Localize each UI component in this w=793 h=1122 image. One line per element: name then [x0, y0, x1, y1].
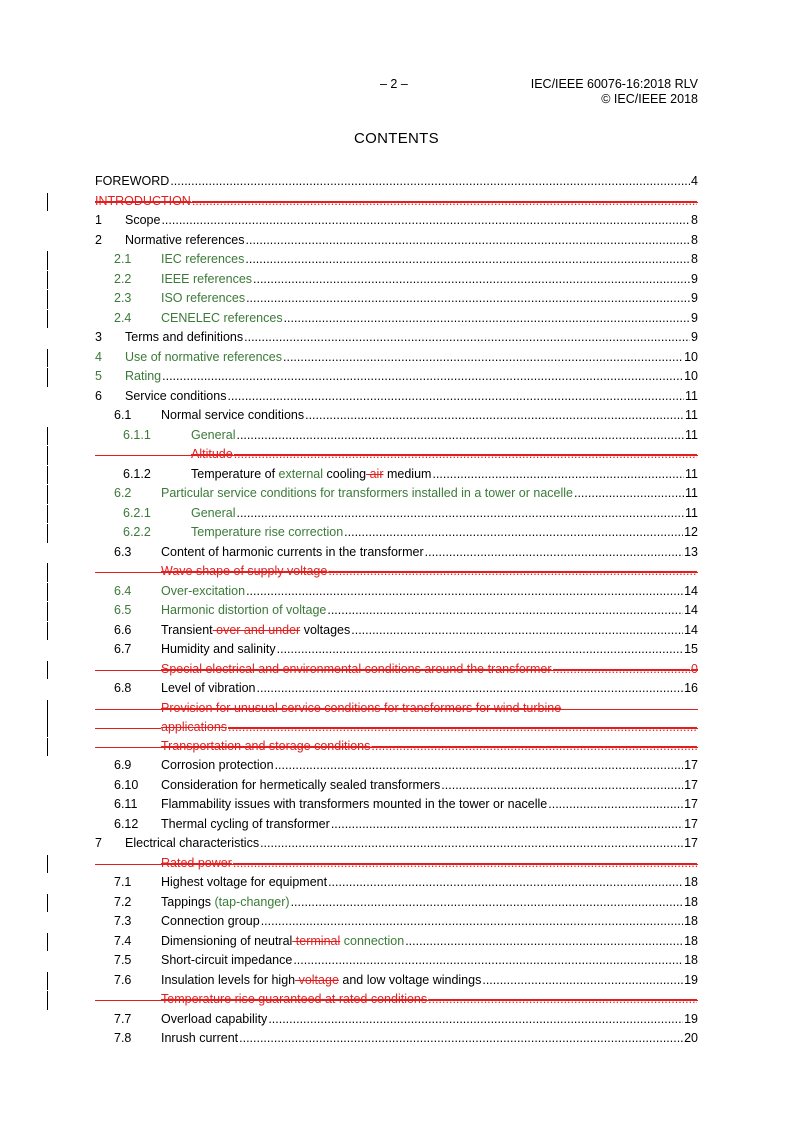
- toc-entry-number: 7.8: [114, 1031, 132, 1045]
- toc-entry[interactable]: [95, 231, 698, 251]
- toc-title-part: terminal: [292, 933, 341, 948]
- toc-entry-page: 9: [690, 270, 698, 290]
- toc-title-part: Dimensioning of neutral: [161, 933, 293, 948]
- toc-entry-page: 14: [683, 601, 698, 621]
- toc-entry-title: Rated power: [161, 854, 233, 874]
- toc-entry-title: Overload capability: [161, 1010, 268, 1030]
- dot-leader: [328, 873, 683, 893]
- toc-entry-title: [161, 621, 351, 641]
- dot-leader: [305, 406, 684, 426]
- toc-entry-title: Level of vibration: [161, 679, 257, 699]
- toc-entry[interactable]: [95, 679, 698, 699]
- toc-entry-number: 6.10: [114, 777, 139, 792]
- toc-entry[interactable]: [95, 776, 698, 796]
- toc-entry[interactable]: [95, 756, 698, 776]
- toc-entry-page: 20: [683, 1029, 698, 1049]
- toc-entry-page: 10: [683, 348, 698, 368]
- toc-entry-title: Thermal cycling of transformer: [161, 815, 331, 835]
- toc-entry-number: 2.3: [114, 291, 132, 305]
- toc-title-part: voltages: [300, 622, 351, 637]
- toc-entry-page: 9: [690, 309, 698, 329]
- toc-entry-number: 3: [95, 330, 102, 344]
- toc-entry[interactable]: [95, 465, 698, 485]
- toc-entry-number: 7.4: [114, 933, 132, 948]
- dot-leader: [228, 718, 697, 738]
- toc-entry-title: Flammability issues with transformers mounted in the tower or nacelle: [161, 795, 548, 815]
- change-bar: [47, 661, 48, 680]
- dot-leader: [425, 543, 683, 563]
- dot-leader: [428, 990, 697, 1010]
- toc-entry-page: 13: [683, 543, 698, 563]
- toc-entry-title: Special electrical and environmental conditions around the transformer: [161, 660, 553, 680]
- dot-leader: [239, 1029, 683, 1049]
- toc-entry[interactable]: [95, 523, 698, 543]
- toc-entry-title: Content of harmonic currents in the transformer: [161, 543, 425, 563]
- dot-leader: [327, 601, 683, 621]
- toc-entry-number: 2.4: [114, 310, 132, 325]
- toc-entry-page: 10: [683, 367, 698, 387]
- dot-leader: [246, 231, 691, 251]
- toc-entry-number: 6.5: [114, 603, 132, 617]
- toc-entry-title: [161, 932, 405, 952]
- dot-leader: [162, 367, 683, 387]
- toc-entry-number: 7.3: [114, 914, 132, 928]
- change-bar: [47, 290, 48, 309]
- dot-leader: [275, 756, 684, 776]
- toc-entry-page: 19: [683, 1010, 698, 1030]
- change-bar: [47, 427, 48, 446]
- toc-entry-title: Temperature rise guaranteed at rated conditions: [161, 990, 428, 1010]
- toc-entry-title: Service conditions: [125, 387, 227, 407]
- toc-entry-page: 11: [684, 504, 698, 524]
- toc-entry[interactable]: [95, 582, 698, 602]
- toc-entry[interactable]: [95, 951, 698, 971]
- change-bar: [47, 855, 48, 874]
- toc-entry-title: Electrical characteristics: [125, 834, 260, 854]
- toc-title-part: Insulation levels for high: [161, 972, 296, 987]
- toc-entry[interactable]: [95, 367, 698, 387]
- dot-leader: [261, 912, 683, 932]
- dot-leader: [548, 795, 683, 815]
- toc-title-part: over and under: [212, 622, 301, 637]
- toc-entry-page: 14: [683, 621, 698, 641]
- toc-entry[interactable]: [95, 328, 698, 348]
- toc-entry-page: 11: [684, 484, 698, 504]
- toc-entry-number: 6.12: [114, 816, 139, 831]
- toc-entry-page: 12: [683, 523, 698, 543]
- toc-entry[interactable]: [95, 445, 698, 465]
- toc-entry[interactable]: [95, 562, 698, 582]
- toc-entry[interactable]: [95, 192, 698, 212]
- toc-entry-page: 17: [683, 815, 698, 835]
- change-bar: [47, 251, 48, 270]
- dot-leader: [284, 309, 690, 329]
- dot-leader: [227, 387, 684, 407]
- toc-entry-title: Over-excitation: [161, 582, 246, 602]
- toc-entry-number: 2.1: [114, 252, 132, 266]
- toc-title-part: voltage: [295, 972, 339, 987]
- change-bar: [47, 602, 48, 621]
- toc-entry-page: 9: [690, 328, 698, 348]
- dot-leader: [170, 172, 690, 192]
- contents-title: CONTENTS: [354, 130, 439, 147]
- dot-leader: [482, 971, 683, 991]
- toc-entry-page: 11: [684, 406, 698, 426]
- toc-entry[interactable]: [95, 912, 698, 932]
- toc-entry[interactable]: [95, 387, 698, 407]
- toc-entry-number: 6.2.1: [123, 505, 151, 520]
- dot-leader: [553, 660, 691, 680]
- change-bar: [47, 972, 48, 991]
- dot-leader: [371, 737, 697, 757]
- toc-entry-page: 15: [683, 640, 698, 660]
- toc-entry[interactable]: [95, 971, 698, 991]
- dot-leader: [233, 854, 697, 874]
- toc-title-part: air: [366, 466, 384, 481]
- toc-entry[interactable]: [95, 1029, 698, 1049]
- toc-entry-page: 8: [690, 231, 698, 251]
- toc-entry[interactable]: [95, 1010, 698, 1030]
- toc-entry[interactable]: [95, 795, 698, 815]
- toc-entry-number: 6.11: [114, 797, 138, 811]
- dot-leader: [246, 289, 690, 309]
- toc-entry-title: Consideration for hermetically sealed transformers: [161, 776, 441, 796]
- toc-entry-title: Wave shape of supply voltage: [161, 562, 328, 582]
- dot-leader: [441, 776, 683, 796]
- change-bar: [47, 700, 48, 737]
- toc-entry-title: Altitude: [191, 445, 234, 465]
- toc-entry[interactable]: [95, 250, 698, 270]
- toc-title-part: and low voltage windings: [338, 972, 482, 987]
- toc-entry-title: [161, 893, 291, 913]
- change-bar: [47, 933, 48, 952]
- change-bar: [47, 524, 48, 543]
- dot-leader: [432, 465, 684, 485]
- dot-leader: [291, 893, 684, 913]
- toc-entry-number: 6.2.2: [123, 525, 151, 539]
- toc-entry-number: 6.1.1: [123, 427, 151, 442]
- toc-entry[interactable]: [95, 699, 698, 737]
- toc-entry[interactable]: [95, 737, 698, 757]
- copyright-notice: © IEC/IEEE 2018: [601, 92, 698, 106]
- change-bar: [47, 894, 48, 913]
- toc-entry-number: 6.4: [114, 583, 132, 598]
- dot-leader: [246, 582, 683, 602]
- page-number: – 2 –: [380, 77, 408, 91]
- toc-entry[interactable]: [95, 211, 698, 231]
- toc-entry[interactable]: [95, 621, 698, 641]
- toc-entry-number: 7.6: [114, 972, 132, 987]
- dot-leader: [351, 621, 683, 641]
- dot-leader: [574, 484, 684, 504]
- toc-entry-title: General: [191, 504, 236, 524]
- toc-title-part: cooling: [323, 466, 367, 481]
- toc-entry-title: ISO references: [161, 289, 246, 309]
- toc-entry[interactable]: [95, 932, 698, 952]
- toc-entry-page: 8: [690, 250, 698, 270]
- change-bar: [47, 505, 48, 524]
- toc-entry-title: Connection group: [161, 912, 261, 932]
- toc-entry-page: 16: [683, 679, 698, 699]
- change-bar: [47, 485, 48, 504]
- change-bar: [47, 583, 48, 602]
- dot-leader: [405, 932, 683, 952]
- toc-entry-page: 17: [683, 776, 698, 796]
- toc-entry[interactable]: [95, 660, 698, 680]
- toc-entry-number: 7.7: [114, 1011, 132, 1026]
- toc-entry[interactable]: [95, 406, 698, 426]
- dot-leader: [192, 192, 697, 212]
- toc-entry-title: applications: [161, 718, 228, 738]
- toc-entry-title: IEEE references: [161, 270, 253, 290]
- toc-entry-number: 6: [95, 388, 102, 403]
- toc-entry-title: [161, 971, 482, 991]
- toc-entry-page: 9: [690, 289, 698, 309]
- toc-entry[interactable]: [95, 484, 698, 504]
- dot-leader: [331, 815, 683, 835]
- dot-leader: [244, 328, 690, 348]
- toc-entry-title: Terms and definitions: [125, 328, 244, 348]
- change-bar: [47, 193, 48, 212]
- dot-leader: [257, 679, 684, 699]
- toc-entry-number: 1: [95, 213, 102, 227]
- toc-entry-page: 18: [683, 893, 698, 913]
- toc-entry-number: 6.6: [114, 622, 132, 637]
- toc-entry-page: 18: [683, 932, 698, 952]
- toc-entry-page: 17: [683, 834, 698, 854]
- toc-title-part: external: [278, 466, 324, 481]
- toc-title-part: medium: [383, 466, 432, 481]
- toc-entry[interactable]: [95, 601, 698, 621]
- toc-entry-title: Temperature rise correction: [191, 523, 344, 543]
- toc-entry[interactable]: [95, 504, 698, 524]
- toc-entry-number: 7.1: [114, 875, 132, 889]
- toc-entry-title: [191, 465, 432, 485]
- change-bar: [47, 310, 48, 329]
- toc-entry-page: 17: [683, 756, 698, 776]
- toc-entry-number: 6.1.2: [123, 466, 151, 481]
- toc-entry-title: FOREWORD: [95, 172, 170, 192]
- toc-entry-number: 6.3: [114, 544, 132, 559]
- dot-leader: [328, 562, 697, 582]
- toc-entry[interactable]: [95, 640, 698, 660]
- toc-entry-title: Particular service conditions for transformers installed in a tower or nacelle: [161, 484, 574, 504]
- toc-entry[interactable]: [95, 990, 698, 1010]
- dot-leader: [161, 211, 690, 231]
- change-bar: [47, 368, 48, 387]
- toc-entry-title: Use of normative references: [125, 348, 283, 368]
- toc-entry-page: 11: [684, 426, 698, 446]
- dot-leader: [260, 834, 683, 854]
- toc-entry[interactable]: [95, 815, 698, 835]
- toc-entry-page: 19: [683, 971, 698, 991]
- toc-entry-title: Transportation and storage conditions: [161, 737, 371, 757]
- dot-leader: [234, 445, 697, 465]
- toc-title-part: Tappings: [161, 894, 212, 909]
- toc-entry-title: Provision for unusual service conditions for transformers for wind turbine: [161, 700, 562, 715]
- toc-entry-number: 6.9: [114, 758, 132, 772]
- dot-leader: [293, 951, 683, 971]
- dot-leader: [283, 348, 683, 368]
- toc-entry-number: 6.1: [114, 408, 132, 422]
- toc-title-part: (tap-changer): [211, 894, 290, 909]
- toc-entry-number: 6.8: [114, 681, 132, 695]
- toc-entry-page: 18: [683, 912, 698, 932]
- toc-entry[interactable]: [95, 289, 698, 309]
- toc-entry-page: 0: [690, 660, 698, 680]
- toc-entry-title: INTRODUCTION: [95, 192, 192, 212]
- toc-entry[interactable]: [95, 854, 698, 874]
- toc-entry-page: 17: [683, 795, 698, 815]
- toc-title-part: connection: [340, 933, 405, 948]
- toc-entry-title: Short-circuit impedance: [161, 951, 293, 971]
- toc-entry-number: 6.7: [114, 642, 132, 656]
- change-bar: [47, 446, 48, 465]
- toc-entry-title: Normal service conditions: [161, 406, 305, 426]
- toc-entry[interactable]: [95, 348, 698, 368]
- toc-entry-number: 7.2: [114, 894, 132, 909]
- toc-entry-title: Humidity and salinity: [161, 640, 277, 660]
- toc-entry-title: Corrosion protection: [161, 756, 275, 776]
- change-bar: [47, 349, 48, 368]
- toc-entry-title: Harmonic distortion of voltage: [161, 601, 327, 621]
- toc-entry[interactable]: [95, 893, 698, 913]
- toc-entry-page: 4: [690, 172, 698, 192]
- toc-entry-page: 11: [684, 465, 698, 485]
- toc-entry-title: Inrush current: [161, 1029, 239, 1049]
- toc-entry-title: IEC references: [161, 250, 245, 270]
- toc-entry[interactable]: [95, 873, 698, 893]
- toc-entry-title: CENELEC references: [161, 309, 284, 329]
- dot-leader: [236, 426, 684, 446]
- change-bar: [47, 271, 48, 290]
- toc-entry[interactable]: [95, 543, 698, 563]
- dot-leader: [277, 640, 683, 660]
- change-bar: [47, 563, 48, 582]
- toc-entry-number: 7.5: [114, 953, 132, 967]
- toc-entry-number: 7: [95, 836, 102, 850]
- toc-entry[interactable]: [95, 309, 698, 329]
- toc-entry-title: Rating: [125, 367, 162, 387]
- toc-entry-title: Normative references: [125, 231, 246, 251]
- toc-entry[interactable]: [95, 426, 698, 446]
- toc-entry-title: Highest voltage for equipment: [161, 873, 328, 893]
- toc-entry-number: 6.2: [114, 486, 132, 500]
- toc-entry-page: 11: [684, 387, 698, 407]
- dot-leader: [236, 504, 684, 524]
- dot-leader: [245, 250, 690, 270]
- change-bar: [47, 991, 48, 1010]
- dot-leader: [344, 523, 683, 543]
- toc-entry-number: 5: [95, 369, 102, 383]
- dot-leader: [253, 270, 690, 290]
- toc-entry[interactable]: [95, 172, 698, 192]
- toc-entry-page: 8: [690, 211, 698, 231]
- toc-entry-page: 18: [683, 873, 698, 893]
- table-of-contents: [95, 172, 698, 1049]
- toc-entry-page: 18: [683, 951, 698, 971]
- toc-entry-page: 14: [683, 582, 698, 602]
- toc-entry-title: Scope: [125, 211, 161, 231]
- dot-leader: [268, 1010, 683, 1030]
- toc-entry-number: 4: [95, 349, 102, 364]
- toc-title-part: Transient: [161, 622, 213, 637]
- toc-entry[interactable]: [95, 270, 698, 290]
- document-id: IEC/IEEE 60076-16:2018 RLV: [530, 77, 698, 91]
- toc-entry-title: General: [191, 426, 236, 446]
- change-bar: [47, 466, 48, 485]
- toc-entry-number: 2.2: [114, 271, 132, 286]
- toc-title-part: Temperature of: [191, 466, 279, 481]
- toc-entry[interactable]: [95, 834, 698, 854]
- change-bar: [47, 738, 48, 757]
- toc-entry-number: 2: [95, 232, 102, 247]
- change-bar: [47, 622, 48, 641]
